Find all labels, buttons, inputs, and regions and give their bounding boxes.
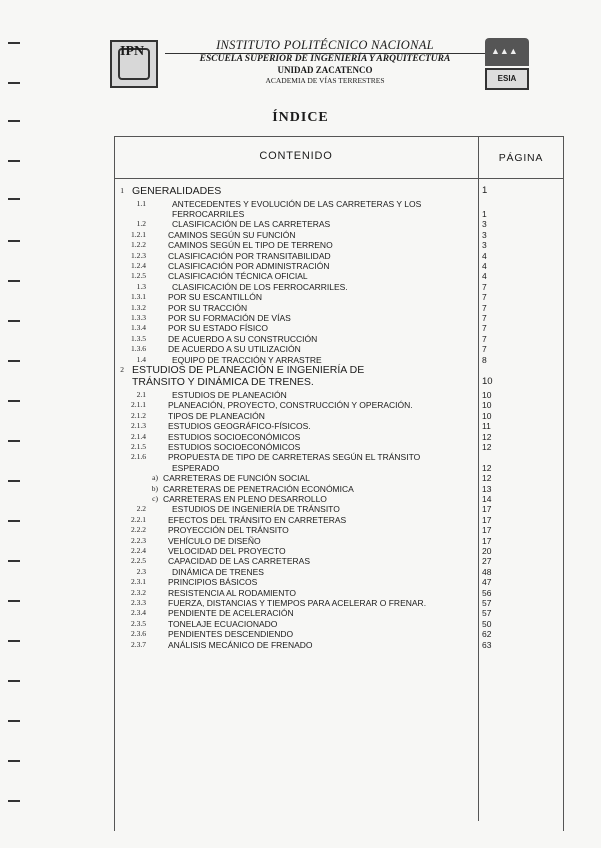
index-entry (0, 365, 601, 375)
institute-name: INSTITUTO POLITÉCNICO NACIONAL (216, 38, 434, 52)
entry-page: 7 (482, 292, 487, 303)
entry-page: 10 (482, 400, 492, 411)
entry-number: 1.3 (136, 281, 146, 291)
index-entry (0, 282, 601, 292)
entry-title: VELOCIDAD DEL PROYECTO (168, 545, 286, 556)
entry-page: 7 (482, 344, 487, 355)
entry-number: 2.2.2 (131, 525, 146, 535)
page-header: PÁGINA (498, 152, 544, 164)
esia-logo-text: ESIA (485, 68, 529, 90)
entry-title: CLASIFICACIÓN POR TRANSITABILIDAD (168, 250, 331, 261)
entry-page: 57 (482, 608, 492, 619)
index-entry (0, 598, 601, 608)
index-entry (0, 525, 601, 535)
entry-number: 1.2.1 (131, 229, 146, 239)
entry-number: 1.3.6 (131, 344, 146, 354)
index-entry (0, 292, 601, 302)
index-entry (0, 619, 601, 629)
entry-number: 2.1.6 (131, 452, 146, 462)
index-entry (0, 515, 601, 525)
entry-number: 2.3.5 (131, 618, 146, 628)
entry-page: 13 (482, 483, 492, 494)
ipn-logo (110, 40, 158, 88)
entry-title: CARRETERAS DE PENETRACIÓN ECONÓMICA (163, 483, 354, 494)
index-entry (0, 240, 601, 250)
entry-page: 17 (482, 514, 492, 525)
document-header (110, 36, 530, 98)
entry-title: CAMINOS SEGÚN EL TIPO DE TERRENO (168, 240, 333, 251)
index-entry (0, 473, 601, 483)
entry-number: 1.3.3 (131, 312, 146, 322)
entry-title: ESTUDIOS DE PLANEACIÓN E INGENIERÍA DE (132, 363, 365, 376)
entry-page: 57 (482, 597, 492, 608)
entry-page: 27 (482, 556, 492, 567)
index-entry (0, 390, 601, 400)
entry-number: 1.2.5 (131, 271, 146, 281)
entry-title: PENDIENTE DE ACELERACIÓN (168, 608, 294, 619)
entry-title: DINÁMICA DE TRENES (172, 566, 264, 577)
index-entry (0, 432, 601, 442)
entry-title: VEHÍCULO DE DISEÑO (168, 535, 261, 546)
entry-number: 2.1.3 (131, 421, 146, 431)
entry-number: c) (152, 493, 158, 503)
index-entry (0, 261, 601, 271)
page-title: ÍNDICE (272, 110, 329, 125)
entry-title: POR SU TRACCIÓN (168, 302, 248, 313)
index-entry (0, 344, 601, 354)
school-name: ESCUELA SUPERIOR DE INGENIERÍA Y ARQUITECTURA (199, 54, 451, 64)
entry-number: 1.3.1 (131, 292, 146, 302)
entry-number: 2.3.4 (131, 608, 146, 618)
entry-title: ESPERADO (172, 462, 220, 473)
ipn-logo-text: IPN (120, 44, 145, 59)
entry-page: 3 (482, 240, 487, 251)
index-entry (0, 355, 601, 365)
esia-logo: ▲▲▲ ESIA (485, 38, 529, 90)
contents-header: CONTENIDO (259, 150, 333, 162)
entry-number: 1.2.3 (131, 250, 146, 260)
index-entry (0, 608, 601, 618)
entry-number: 2.3.2 (131, 587, 146, 597)
index-entry (0, 219, 601, 229)
entry-number: b) (151, 483, 158, 493)
entry-number: 2.1 (136, 389, 146, 399)
entry-number: 2.1.2 (131, 410, 146, 420)
entry-number: 2.1.5 (131, 441, 146, 451)
entry-title: ESTUDIOS SOCIOECONÓMICOS (168, 431, 301, 442)
entry-title: CARRETERAS DE FUNCIÓN SOCIAL (163, 473, 310, 484)
entry-page: 7 (482, 312, 487, 323)
entry-title: ANTECEDENTES Y EVOLUCIÓN DE LAS CARRETERAS Y LOS (172, 198, 422, 209)
entry-title: EFECTOS DEL TRÁNSITO EN CARRETERAS (168, 514, 347, 525)
index-entry (0, 186, 601, 196)
entry-number: 1.2.4 (131, 260, 146, 270)
entry-title: CLASIFICACIÓN TÉCNICA OFICIAL (168, 271, 308, 282)
binding-mark (8, 160, 20, 162)
entry-page: 17 (482, 504, 492, 515)
entry-page: 4 (482, 250, 487, 261)
entry-title: DE ACUERDO A SU CONSTRUCCIÓN (168, 333, 318, 344)
entry-number: a) (152, 473, 158, 483)
entry-number: 2.1.4 (131, 431, 146, 441)
index-entry (0, 251, 601, 261)
index-entry (0, 230, 601, 240)
entry-title: POR SU FORMACIÓN DE VÍAS (168, 312, 291, 323)
entry-title: ANÁLISIS MECÁNICO DE FRENADO (168, 639, 313, 650)
entry-title: TIPOS DE PLANEACIÓN (168, 410, 265, 421)
index-entry (0, 313, 601, 323)
entry-page: 7 (482, 281, 487, 292)
academy-name: ACADEMIA DE VÍAS TERRESTRES (265, 76, 385, 85)
index-entry (0, 536, 601, 546)
entry-title: ESTUDIOS SOCIOECONÓMICOS (168, 441, 301, 452)
index-entry (0, 199, 601, 209)
entry-title: CAPACIDAD DE LAS CARRETERAS (168, 556, 311, 567)
entry-number: 2.2 (136, 504, 146, 514)
index-entry (0, 452, 601, 462)
entry-page: 20 (482, 545, 492, 556)
entry-page: 8 (482, 354, 487, 365)
entry-page: 4 (482, 271, 487, 282)
entry-number: 1.2 (136, 219, 146, 229)
index-entry (0, 377, 601, 387)
header-divider (114, 178, 563, 179)
binding-mark (8, 82, 20, 84)
entry-page: 12 (482, 441, 492, 452)
entry-title: ESTUDIOS DE PLANEACIÓN (172, 389, 287, 400)
entry-page: 7 (482, 323, 487, 334)
entry-number: 2 (120, 364, 124, 374)
entry-number: 2.2.4 (131, 545, 146, 555)
entry-title: CAMINOS SEGÚN SU FUNCIÓN (168, 229, 296, 240)
entry-page: 17 (482, 525, 492, 536)
entry-title: CLASIFICACIÓN DE LAS CARRETERAS (172, 219, 331, 230)
entry-number: 2.2.1 (131, 514, 146, 524)
entry-number: 1.3.2 (131, 302, 146, 312)
entry-title: POR SU ESTADO FÍSICO (168, 323, 268, 334)
entry-page: 12 (482, 431, 492, 442)
entry-page: 14 (482, 493, 492, 504)
index-entry (0, 209, 601, 219)
index-entry (0, 484, 601, 494)
entry-page: 7 (482, 302, 487, 313)
index-entry (0, 271, 601, 281)
entry-page: 10 (482, 376, 493, 388)
entry-number: 1.2.2 (131, 240, 146, 250)
entry-title: GENERALIDADES (132, 185, 222, 197)
index-entry (0, 411, 601, 421)
unit-name: UNIDAD ZACATENCO (277, 65, 373, 75)
index-entry (0, 494, 601, 504)
entry-title: EQUIPO DE TRACCIÓN Y ARRASTRE (172, 354, 322, 365)
entry-page: 10 (482, 389, 492, 400)
entry-page: 1 (482, 208, 487, 219)
entry-page: 3 (482, 219, 487, 230)
index-entry (0, 442, 601, 452)
entry-number: 2.2.5 (131, 556, 146, 566)
entry-title: PRINCIPIOS BÁSICOS (168, 577, 258, 588)
index-entry (0, 629, 601, 639)
entry-number: 1.4 (136, 354, 146, 364)
index-entry (0, 463, 601, 473)
entry-number: 2.3.1 (131, 577, 146, 587)
index-entry (0, 504, 601, 514)
entry-page: 50 (482, 618, 492, 629)
entry-title: PROYECCIÓN DEL TRÁNSITO (168, 525, 289, 536)
entry-number: 2.3 (136, 566, 146, 576)
entry-page: 7 (482, 333, 487, 344)
entry-page: 11 (482, 421, 491, 432)
entry-page: 47 (482, 577, 492, 588)
entry-title: ESTUDIOS GEOGRÁFICO-FÍSICOS. (168, 421, 311, 432)
entry-title: RESISTENCIA AL RODAMIENTO (168, 587, 297, 598)
entry-title: FUERZA, DISTANCIAS Y TIEMPOS PARA ACELERAR O FRENAR. (168, 597, 427, 608)
entry-number: 1.3.4 (131, 323, 146, 333)
index-entry (0, 640, 601, 650)
entry-title: PENDIENTES DESCENDIENDO (168, 629, 294, 640)
entry-page: 17 (482, 535, 492, 546)
entry-title: DE ACUERDO A SU UTILIZACIÓN (168, 344, 301, 355)
entry-page: 4 (482, 260, 487, 271)
entry-number: 1.3.5 (131, 333, 146, 343)
entry-number: 2.3.6 (131, 629, 146, 639)
entry-title: TONELAJE ECUACIONADO (168, 618, 278, 629)
binding-mark (8, 42, 20, 44)
entry-page: 10 (482, 410, 492, 421)
entry-page: 48 (482, 566, 492, 577)
entry-title: TRÁNSITO Y DINÁMICA DE TRENES. (132, 376, 314, 389)
entry-page: 1 (482, 185, 488, 196)
entry-number: 2.2.3 (131, 535, 146, 545)
entry-title: POR SU ESCANTILLÓN (168, 292, 262, 303)
entry-title: PLANEACIÓN, PROYECTO, CONSTRUCCIÓN Y OPERACIÓN. (168, 400, 413, 411)
entry-title: CLASIFICACIÓN POR ADMINISTRACIÓN (168, 260, 330, 271)
entry-page: 3 (482, 229, 487, 240)
index-entry (0, 546, 601, 556)
binding-mark (8, 680, 20, 682)
index-entry (0, 323, 601, 333)
entry-number: 2.3.7 (131, 639, 146, 649)
entry-page: 63 (482, 639, 492, 650)
entry-number: 1 (120, 186, 124, 195)
index-entry (0, 588, 601, 598)
entry-page: 12 (482, 473, 492, 484)
entry-title: FERROCARRILES (172, 208, 245, 219)
index-entry (0, 567, 601, 577)
entry-page: 62 (482, 629, 492, 640)
entry-page: 56 (482, 587, 492, 598)
index-entry (0, 400, 601, 410)
index-entry (0, 421, 601, 431)
index-entry (0, 303, 601, 313)
entry-number: 2.1.1 (131, 400, 146, 410)
entry-title: PROPUESTA DE TIPO DE CARRETERAS SEGÚN EL TRÁNSITO (168, 452, 421, 463)
binding-mark (8, 800, 20, 802)
index-entry (0, 334, 601, 344)
entry-number: 1.1 (136, 198, 146, 208)
index-entry (0, 556, 601, 566)
binding-mark (8, 760, 20, 762)
entry-title: ESTUDIOS DE INGENIERÍA DE TRÁNSITO (172, 504, 340, 515)
entry-title: CLASIFICACIÓN DE LOS FERROCARRILES. (172, 281, 348, 292)
binding-mark (8, 720, 20, 722)
index-entry (0, 577, 601, 587)
entry-title: CARRETERAS EN PLENO DESARROLLO (163, 493, 327, 504)
entry-page: 12 (482, 462, 492, 473)
entry-number: 2.3.3 (131, 597, 146, 607)
